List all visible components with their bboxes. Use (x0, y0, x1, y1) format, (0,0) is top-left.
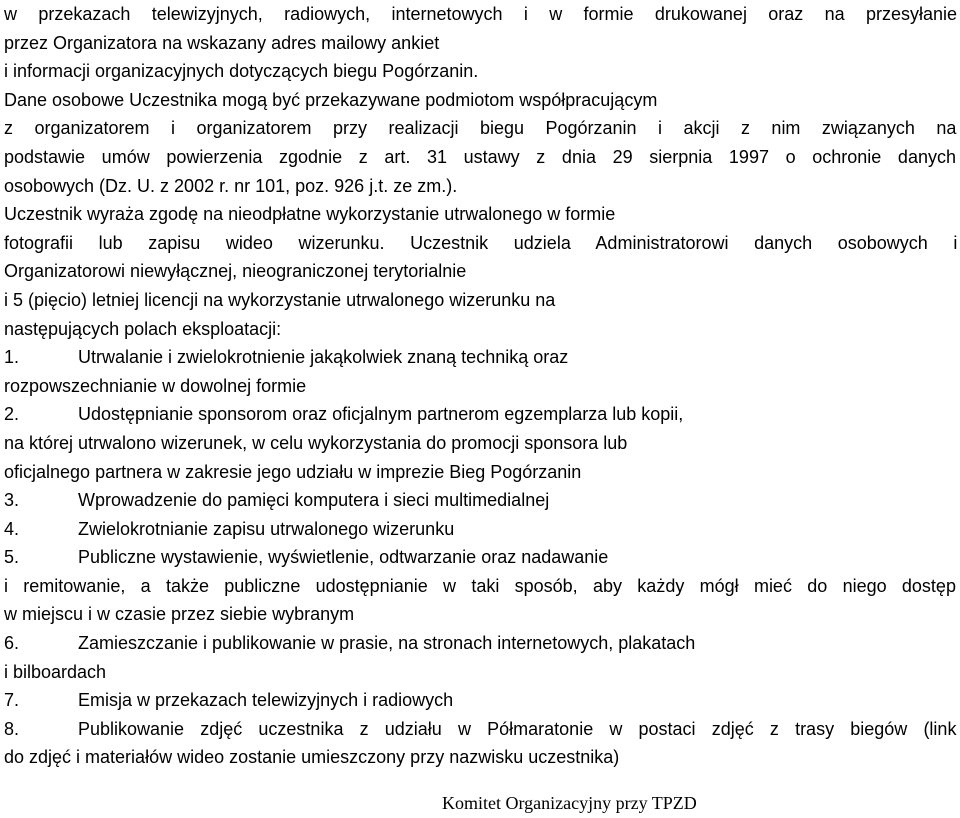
line-text: Udostępnianie sponsorom oraz oficjalnym partnerom egzemplarza lub kopii, (78, 404, 684, 425)
list-number: 2. (4, 404, 20, 425)
text-line (4, 86, 960, 115)
line-text: i bilboardach (4, 661, 107, 682)
line-text: Organizatorowi niewyłącznej, nieograniczonej terytorialnie (4, 261, 467, 282)
text-line (4, 200, 960, 229)
numbered-list-item (4, 400, 960, 429)
line-text: oficjalnego partnera w zakresie jego udziału w imprezie Bieg Pogórzanin (4, 461, 582, 482)
line-text: Wprowadzenie do pamięci komputera i sieci multimedialnej (78, 490, 550, 511)
text-line (4, 172, 960, 201)
signature-line: Komitet Organizacyjny przy TPZD (442, 793, 697, 813)
line-text: i 5 (pięcio) letniej licencji na wykorzystanie utrwalonego wizerunku na (4, 289, 556, 310)
text-line (4, 286, 960, 315)
line-text: podstawie umów powierzenia zgodnie z art. 31 ustawy z dnia 29 sierpnia 1997 o ochronie danych (4, 146, 956, 167)
line-text: na której utrwalono wizerunek, w celu wykorzystania do promocji sponsora lub (4, 432, 628, 453)
text-line (4, 257, 960, 286)
text-line (4, 372, 960, 401)
line-text: w miejscu i w czasie przez siebie wybranym (4, 604, 355, 625)
line-text: Dane osobowe Uczestnika mogą być przekazywane podmiotom współpracującym (4, 89, 658, 110)
list-number: 3. (4, 490, 20, 511)
line-text: do zdjęć i materiałów wideo zostanie umieszczony przy nazwisku uczestnika) (4, 747, 620, 768)
line-text: rozpowszechnianie w dowolnej formie (4, 375, 307, 396)
document-body (4, 0, 960, 772)
list-number: 4. (4, 518, 20, 539)
line-text: Publikowanie zdjęć uczestnika z udziału w Półmaratonie w postaci zdjęć z trasy biegów (link (78, 718, 957, 739)
text-line (4, 743, 960, 772)
numbered-list-item (4, 715, 960, 744)
text-line (4, 658, 960, 687)
line-text: Emisja w przekazach telewizyjnych i radiowych (78, 690, 454, 711)
text-line (4, 458, 960, 487)
text-line (4, 114, 960, 143)
line-text: Zamieszczanie i publikowanie w prasie, na stronach internetowych, plakatach (78, 633, 696, 654)
line-text: z organizatorem i organizatorem przy realizacji biegu Pogórzanin i akcji z nim związanych na (4, 118, 957, 139)
list-number: 6. (4, 633, 20, 654)
text-line (4, 572, 960, 601)
text-line (4, 29, 960, 58)
numbered-list-item (4, 486, 960, 515)
numbered-list-item (4, 629, 960, 658)
text-line (4, 429, 960, 458)
numbered-list-item (4, 343, 960, 372)
line-text: i remitowanie, a także publiczne udostępnianie w taki sposób, aby każdy mógł mieć do niego dostęp (4, 575, 956, 596)
line-text: Zwielokrotnianie zapisu utrwalonego wizerunku (78, 518, 455, 539)
text-line (4, 315, 960, 344)
line-text: następujących polach eksploatacji: (4, 318, 282, 339)
list-number: 5. (4, 547, 20, 568)
line-text: osobowych (Dz. U. z 2002 r. nr 101, poz. 926 j.t. ze zm.). (4, 175, 458, 196)
line-text: w przekazach telewizyjnych, radiowych, internetowych i w formie drukowanej oraz na przesyłanie (4, 4, 958, 24)
line-text: fotografii lub zapisu wideo wizerunku. Uczestnik udziela Administratorowi danych osobowych i (4, 232, 958, 253)
text-line (4, 57, 960, 86)
list-number: 7. (4, 690, 20, 711)
text-line (4, 143, 960, 172)
line-text: Publiczne wystawienie, wyświetlenie, odtwarzanie oraz nadawanie (78, 547, 609, 568)
text-line (4, 229, 960, 258)
numbered-list-item (4, 543, 960, 572)
list-number: 1. (4, 347, 20, 368)
text-line (4, 600, 960, 629)
numbered-list-item (4, 686, 960, 715)
numbered-list-item (4, 515, 960, 544)
list-number: 8. (4, 718, 20, 739)
line-text: Uczestnik wyraża zgodę na nieodpłatne wykorzystanie utrwalonego w formie (4, 204, 616, 225)
line-text: Utrwalanie i zwielokrotnienie jakąkolwiek znaną techniką oraz (78, 347, 569, 368)
line-text: przez Organizatora na wskazany adres mailowy ankiet (4, 32, 440, 53)
line-text: i informacji organizacyjnych dotyczących biegu Pogórzanin. (4, 61, 479, 82)
text-line (4, 0, 960, 29)
